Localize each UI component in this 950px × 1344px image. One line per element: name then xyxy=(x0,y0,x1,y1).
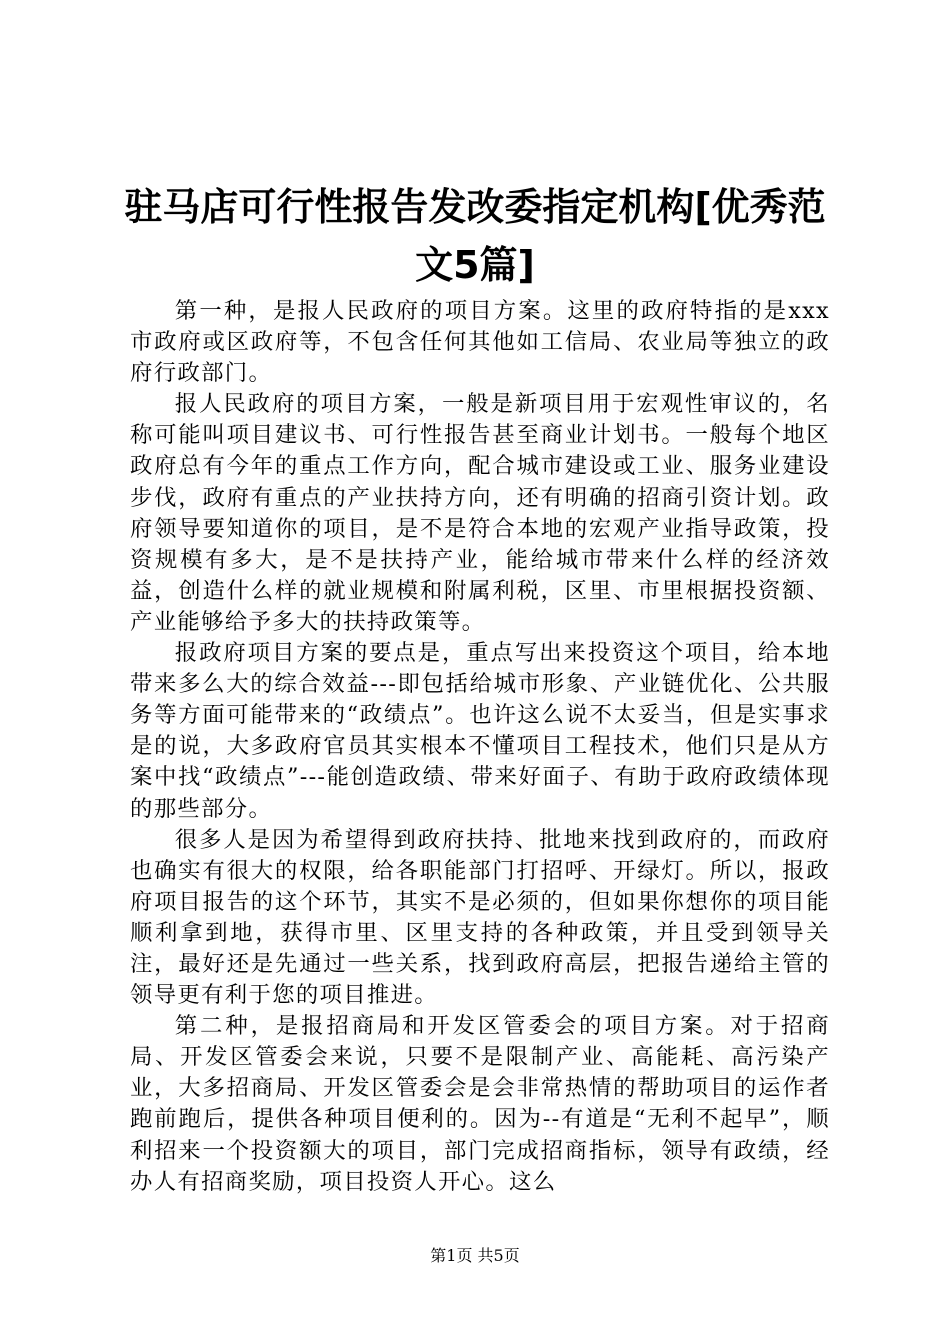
paragraph: 很多人是因为希望得到政府扶持、批地来找到政府的，而政府也确实有很大的权限，给各职能部门打招呼、开绿灯。所以，报政府项目报告的这个环节，其实不是必须的，但如果你想你的项目能顺利拿到地，获得市里、区里支持的各种政策，并且受到领导关注，最好还是先通过一些关系，找到政府高层，把报告递给主管的领导更有利于您的项目推进。 xyxy=(130,826,830,1009)
paragraph: 第二种，是报招商局和开发区管委会的项目方案。对于招商局、开发区管委会来说，只要不是限制产业、高能耗、高污染产业，大多招商局、开发区管委会是会非常热情的帮助项目的运作者跑前跑后，提供各种项目便利的。因为--有道是“无利不起早”，顺利招来一个投资额大的项目，部门完成招商指标，领导有政绩，经办人有招商奖励，项目投资人开心。这么 xyxy=(130,1013,830,1195)
paragraph: 报人民政府的项目方案，一般是新项目用于宏观性审议的，名称可能叫项目建议书、可行性报告甚至商业计划书。一般每个地区政府总有今年的重点工作方向，配合城市建设或工业、服务业建设步伐，政府有重点的产业扶持方向，还有明确的招商引资计划。政府领导要知道你的项目，是不是符合本地的宏观产业指导政策，投资规模有多大，是不是扶持产业，能给城市带来什么样的经济效益，创造什么样的就业规模和附属利税，区里、市里根据投资额、产业能够给予多大的扶持政策等。 xyxy=(130,391,830,635)
document-title: 驻马店可行性报告发改委指定机构[优秀范文5篇] xyxy=(124,185,826,287)
document-body xyxy=(130,296,830,1198)
paragraph: 第一种，是报人民政府的项目方案。这里的政府特指的是xxx市政府或区政府等，不包含任何其他如工信局、农业局等独立的政府行政部门。 xyxy=(130,298,830,387)
page-number-footer: 第1页 共5页 xyxy=(430,1246,520,1265)
paragraph: 报政府项目方案的要点是，重点写出来投资这个项目，给本地带来多么大的综合效益---即包括给城市形象、产业链优化、公共服务等方面可能带来的“政绩点”。也许这么说不太妥当，但是实事求是的说，大多政府官员其实根本不懂项目工程技术，他们只是从方案中找“政绩点”---能创造政绩、带来好面子、有助于政府政绩体现的那些部分。 xyxy=(130,640,830,822)
